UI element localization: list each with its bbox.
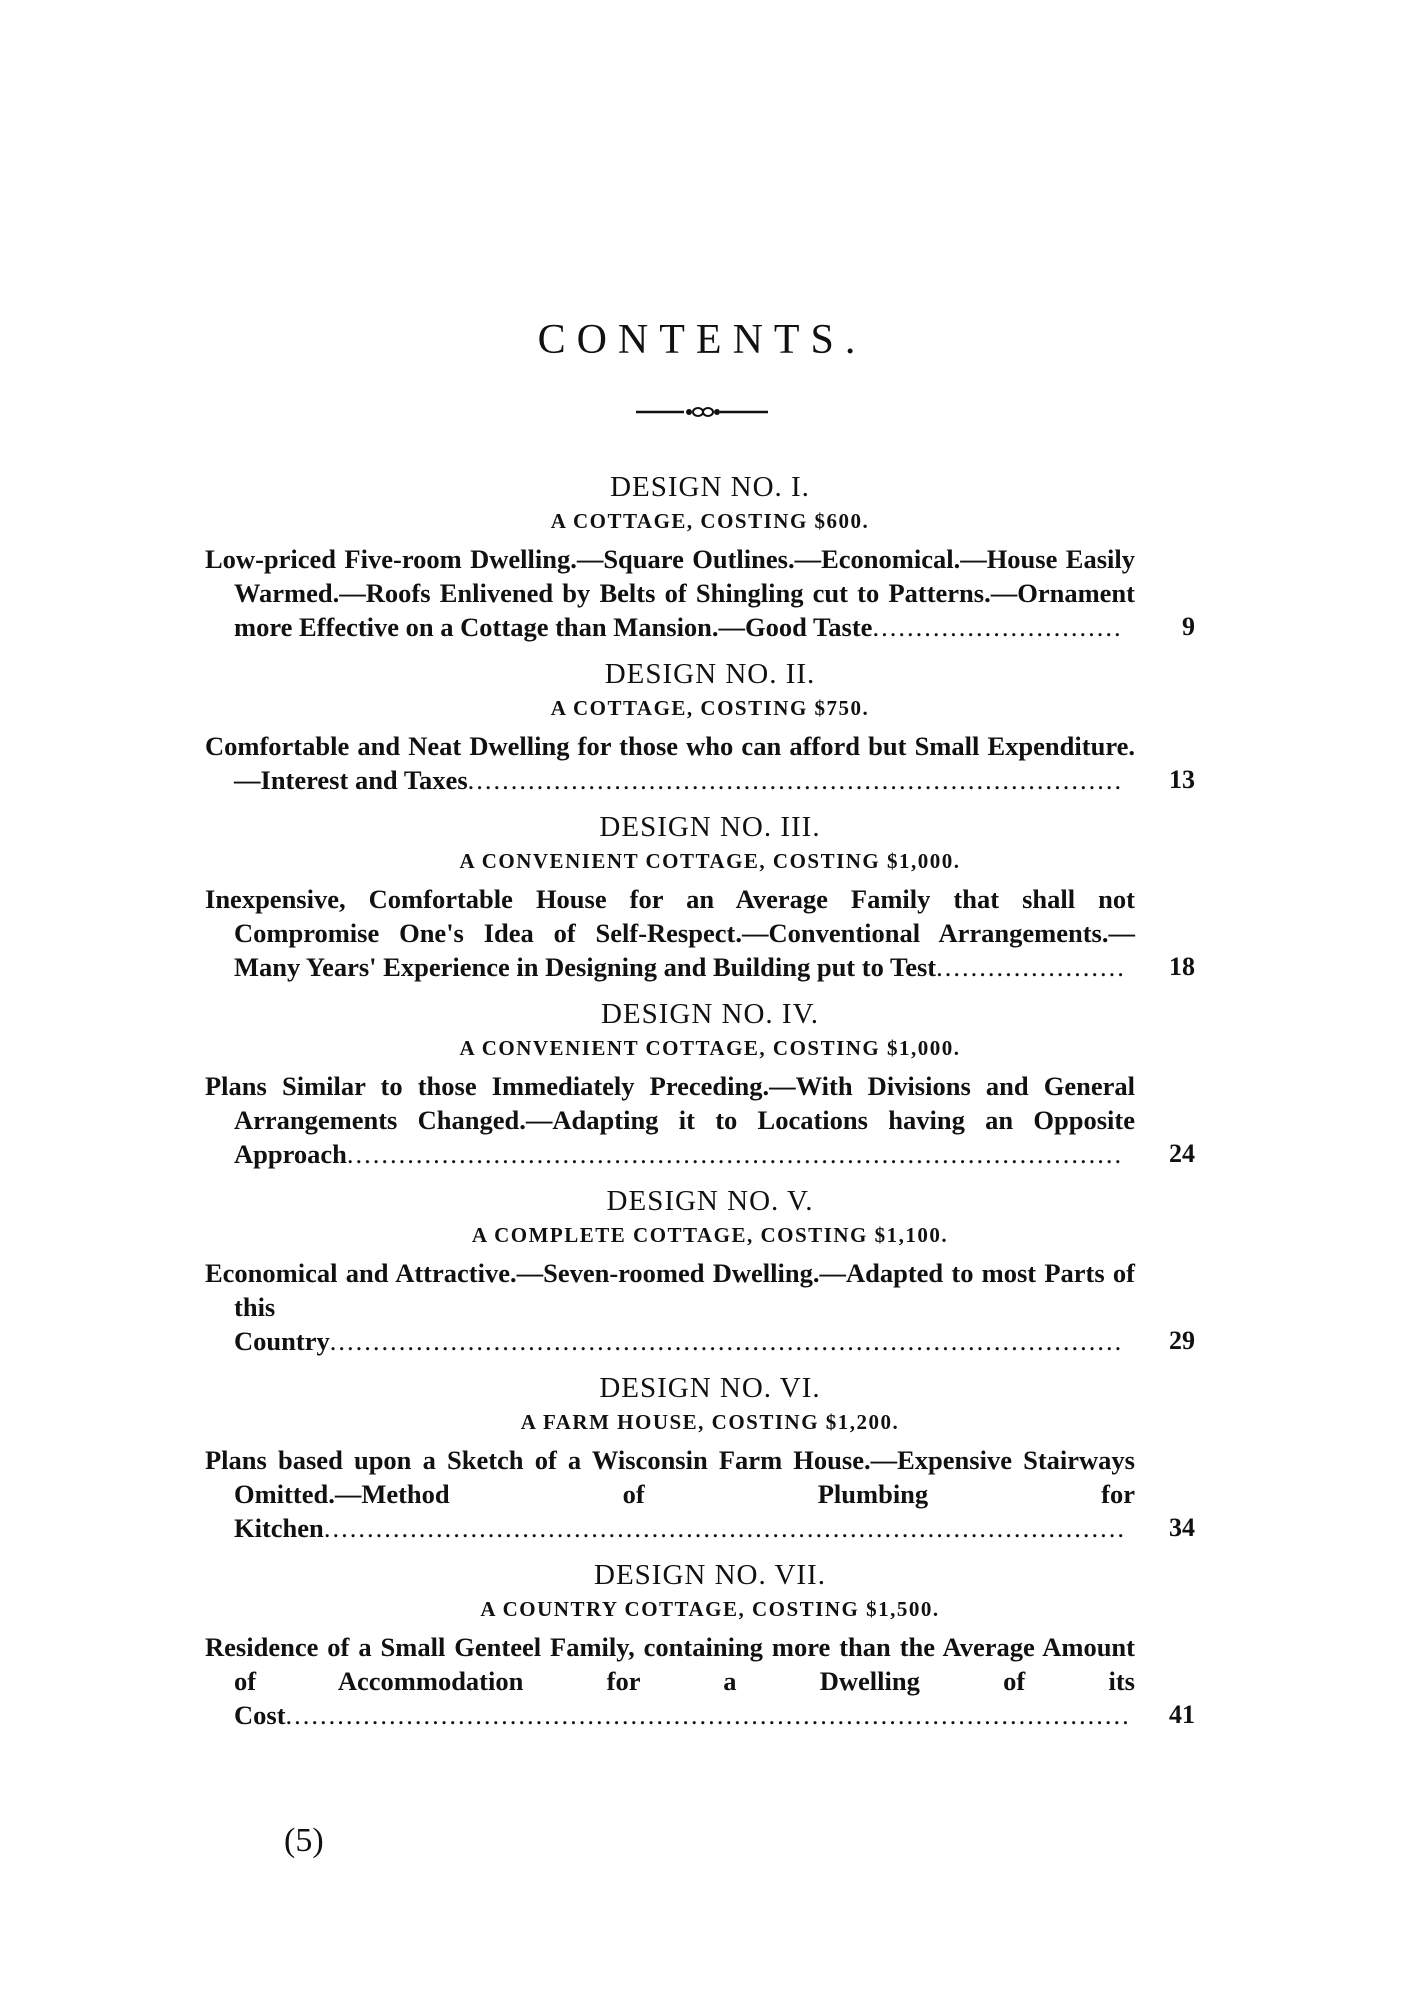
page-number: 24 [1169, 1139, 1195, 1168]
design-subtitle: A COTTAGE, COSTING $750. [550, 696, 870, 720]
contents-entry [205, 655, 1195, 797]
entry-description [205, 729, 1135, 797]
entry-description-text: Plans Similar to those Immediately Preceding.—With Divisions and General Arrangements Changed.—Adapting it to Locations having an Opposite Approach [205, 1071, 1135, 1169]
dot-leader: ............................................................................ [467, 765, 1124, 795]
entry-body [205, 1069, 1195, 1171]
contents-entry [205, 1556, 1195, 1732]
entry-body [205, 1256, 1195, 1358]
contents-entry [205, 995, 1195, 1171]
entry-body [205, 542, 1195, 644]
entry-description-text: Economical and Attractive.—Seven-roomed Dwelling.—Adapted to most Parts of this Country [205, 1258, 1135, 1356]
entry-description [205, 882, 1135, 984]
contents-entry [205, 1182, 1195, 1358]
design-heading: DESIGN NO. VI. [599, 1372, 821, 1404]
entry-description [205, 1069, 1135, 1171]
entry-description-text: Comfortable and Neat Dwelling for those who can afford but Small Expenditure.—Interest and Taxes [205, 731, 1135, 795]
dot-leader: ............................................................................................. [323, 1513, 1126, 1543]
page-folio: (5) [284, 1822, 324, 1859]
design-subtitle: A FARM HOUSE, COSTING $1,200. [520, 1410, 900, 1434]
dot-leader: ............................................................................................ [329, 1326, 1124, 1356]
entry-description [205, 542, 1135, 644]
entry-description-text: Residence of a Small Genteel Family, containing more than the Average Amount of Accommodation for a Dwelling of its Cost [205, 1632, 1135, 1730]
contents-entry [205, 468, 1195, 644]
dot-leader: ............................. [872, 612, 1123, 642]
contents-entry [205, 808, 1195, 984]
design-heading: DESIGN NO. IV. [600, 998, 820, 1030]
design-heading: DESIGN NO. VII. [594, 1559, 826, 1591]
dot-leader: ...................... [936, 952, 1126, 982]
entry-body [205, 1443, 1195, 1545]
design-subtitle: A CONVENIENT COTTAGE, COSTING $1,000. [459, 1036, 961, 1060]
design-heading: DESIGN NO. I. [610, 471, 810, 503]
page-number: 41 [1169, 1700, 1195, 1729]
entry-description [205, 1443, 1135, 1545]
page-number: 18 [1169, 952, 1195, 981]
page-number: 13 [1169, 765, 1195, 794]
design-subtitle: A COTTAGE, COSTING $600. [550, 509, 870, 533]
title-ornament [636, 402, 768, 422]
entry-description-text: Inexpensive, Comfortable House for an Average Family that shall not Compromise One's Idea of Self-Respect.—Conventional Arrangements.—Many Years' Experience in Designing and Building put to Test [205, 884, 1135, 982]
entry-body [205, 729, 1195, 797]
entry-description [205, 1630, 1135, 1732]
entry-description-text: Plans based upon a Sketch of a Wisconsin Farm House.—Expensive Stairways Omitted.—Method of Plumbing for Kitchen [205, 1445, 1135, 1543]
page-number: 9 [1182, 612, 1195, 641]
page-number: 34 [1169, 1513, 1195, 1542]
design-subtitle: A COUNTRY COTTAGE, COSTING $1,500. [480, 1597, 940, 1621]
entry-description-text: Low-priced Five-room Dwelling.—Square Outlines.—Economical.—House Easily Warmed.—Roofs Enlivened by Belts of Shingling cut to Patterns.—Ornament more Effective on a Cottage than Mansion.—Good Taste [205, 544, 1135, 642]
entry-description [205, 1256, 1135, 1358]
design-heading: DESIGN NO. V. [606, 1185, 814, 1217]
entry-body [205, 1630, 1195, 1732]
dot-leader: .......................................................................................... [346, 1139, 1124, 1169]
design-heading: DESIGN NO. III. [599, 811, 821, 843]
design-subtitle: A COMPLETE COTTAGE, COSTING $1,100. [471, 1223, 949, 1247]
page-title: CONTENTS. [537, 317, 867, 364]
contents-entry [205, 1369, 1195, 1545]
dot-leader: .................................................................................................. [285, 1700, 1131, 1730]
design-subtitle: A CONVENIENT COTTAGE, COSTING $1,000. [459, 849, 961, 873]
page-number: 29 [1169, 1326, 1195, 1355]
design-heading: DESIGN NO. II. [604, 658, 816, 690]
contents-list [205, 468, 1195, 1743]
entry-body [205, 882, 1195, 984]
